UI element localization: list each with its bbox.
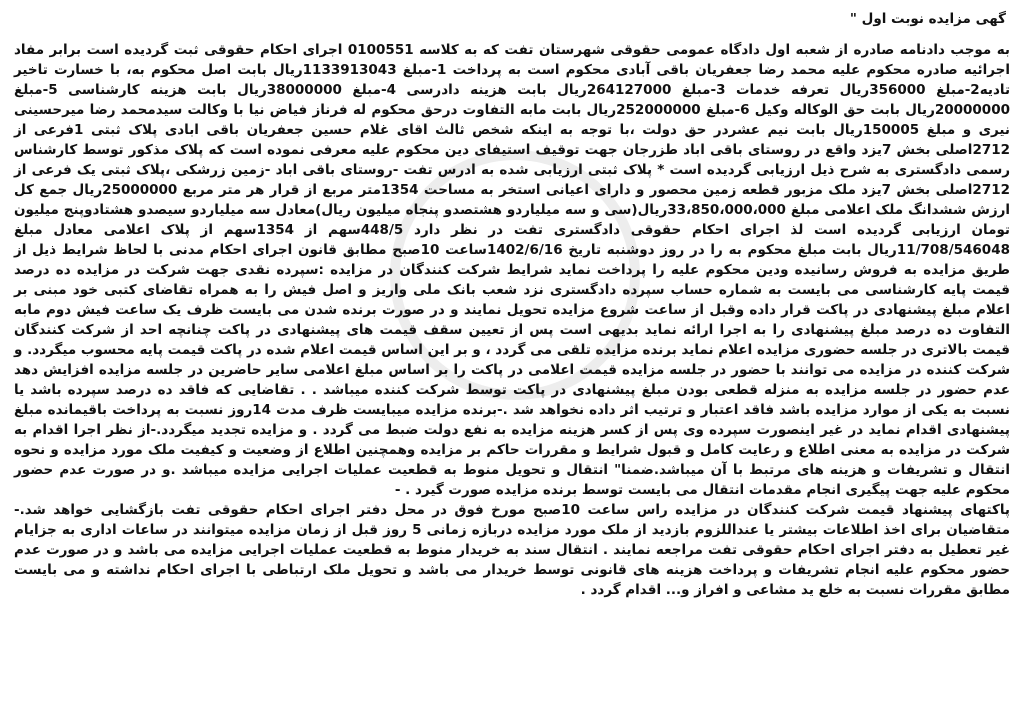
notice-page: [14, 10, 1010, 700]
notice-paragraph: به موجب دادنامه صادره از شعبه اول دادگاه عمومی حقوقی شهرستان تفت که به کلاسه 0100551 اجرای احکام حقوقی ثبت گردیده است برابر مفاد اجرائیه صادره محکوم علیه محمد رضا جعفریان باقی آبادی محکوم است به پرداخت 1-مبلغ 1133913043ریال بابت اصل محکوم به، با خسارت تاخیر تادیه2-مبلغ 356000ریال تعرفه خدمات 3-مبلغ 264127000ریال بابت هزینه دادرسی 4-مبلغ 38000000ریال بابت هزینه کارشناسی 5-مبلغ 20000000ریال بابت حق الوکاله وکیل 6-مبلغ 252000000ریال بابت مابه التفاوت درحق محکوم له فرناز فیاض نیا با وکالت سیدمحمد رضا میرحسینی نیری و مبلغ 150005ریال بابت نیم عشردر حق دولت ،با توجه به اینکه شخص ثالث اقای غلام حسین جعفریان باقی ابادی پلاک ثبتی 1فرعی از 2712اصلی بخش 7یزد واقع در روستای باقی اباد طزرجان جهت توقیف استیفای دین محکوم علیه معرفی نموده است که پلاک مذکور توسط کارشناس رسمی دادگستری به شرح ذیل ارزیابی گردیده است * پلاک ثبتی ارزیابی شده به ادرس تفت -روستای باقی اباد -زمین زرشکی ،پلاک ثبتی یک فرعی از 2712اصلی بخش 7یزد ملک مزبور قطعه زمین محصور و دارای اعیانی استخر به مساحت 1354متر مربع از قرار هر متر مربع 25000000ریال جمع کل ارزش ششدانگ ملک اعلامی مبلغ 33،850،000،000ریال(سی و سه میلیاردو هشتصدو پنجاه میلیون ریال)معادل سه میلیاردو سیصدو هشتادوپنج میلیون تومان ارزیابی گردیده است لذ اجرای احکام حقوقی دادگستری تفت در نظر دارد 448/5سهم از 1354سهم از پلاک اعلامی معادل مبلغ 11/708/546048ریال بابت مبلغ محکوم به را در روز دوشنبه تاریخ 1402/6/16ساعت 10صبح مطابق قانون اجرای احکام مدنی با لحاظ شرایط ذیل از طریق مزایده به فروش رسانیده ودین محکوم علیه را پرداخت نماید شرایط شرکت کنندگان در مزایده :سپرده نقدی جهت شرکت در مزایده ده درصد قیمت پایه کارشناسی می بایست به شماره حساب سپرده دادگستری نزد شعب بانک ملی واریز و اصل فیش را به همراه تقاضای کتبی خود مبنی بر اعلام مبلغ پیشنهادی در پاکت قرار داده وقبل از ساعت شروع مزایده تحویل نمایند و در صورت برنده شدن می بایست ظرف یک ساعت فیش دوم مابه التفاوت ده درصد مبلغ پیشنهادی را به اجرا ارائه نماید بدیهی است پس از تعیین سقف قیمت های پیشنهادی در پاکت چنانچه احد از شرکت کنندگان قیمت بالاتری در جلسه حضوری مزایده اعلام نماید برنده مزایده تلقی می گردد ، و بر این اساس قیمت اعلام شده در پاکت قیمت پایه محسوب میگردد. و شرکت کننده در مزایده می توانند با حضور در جلسه مزایده قیمت اعلامی در پاکت را بر اساس مبلغ اعلامی سایر حاضرین در جلسه مزایده افزایش دهد عدم حضور در جلسه مزایده به منزله قطعی بودن مبلغ پیشنهادی در پاکت توسط شرکت کننده میباشد . . تقاضایی که فاقد ده درصد سپرده باشد یا نسبت به یکی از موارد مزایده باشد فاقد اعتبار و ترتیب اثر داده نخواهد شد .-برنده مزایده میبایست ظرف مدت 14روز نسبت به پرداخت باقیمانده مبلغ پیشنهادی اقدام نماید در غیر اینصورت سپرده وی پس از کسر هزینه مزایده به نفع دولت ضبط می گردد . و مزایده تجدید میگردد.-از نظر اجرا اقدام به شرکت در مزایده به معنی اطلاع و رعایت کامل و قبول شرایط و مقررات حاکم بر مزایده وهمچنین اطلاع از وضعیت و کیفیت ملک مورد مزایده و نحوه انتقال و تشریفات و هزینه های مرتبط با آن میباشد.ضمنا" انتقال و تحویل منوط به قطعیت عملیات اجرایی مزایده میباشد .و در صورت عدم حضور محکوم علیه جهت پیگیری انجام مقدمات انتقال می بایست توسط برنده مزایده صورت گیرد . -: [14, 42, 1011, 498]
notice-title: گهی مزایده نوبت اول ": [849, 11, 1006, 27]
notice-body: [14, 40, 1010, 600]
notice-paragraph: پاکتهای پیشنهاد قیمت شرکت کنندگان در مزایده راس ساعت 10صبح مورخ فوق در محل دفتر اجرای احکام حقوقی تفت بازگشایی خواهد شد.-متقاضیان برای اخذ اطلاعات بیشتر یا عنداللزوم بازدید از ملک مورد مزایده دربازه زمانی 5 روز قبل از زمان مزایده میتوانند در ساعات اداری به جزایام غیر تعطیل به دفتر اجرای احکام حقوقی تفت مراجعه نمایند . انتقال سند به خریدار منوط به قطعیت عملیات اجرایی مزایده می باشد و در صورت عدم حضور محکوم علیه انجام تشریفات و پرداخت هزینه های قانونی توسط خریدار می باشد و تحویل ملک ارتباطی با اجرای احکام نداشته و می بایست مطابق مقررات نسبت به خلع ید مشاعی و افراز و... اقدام گردد .: [14, 502, 1010, 598]
